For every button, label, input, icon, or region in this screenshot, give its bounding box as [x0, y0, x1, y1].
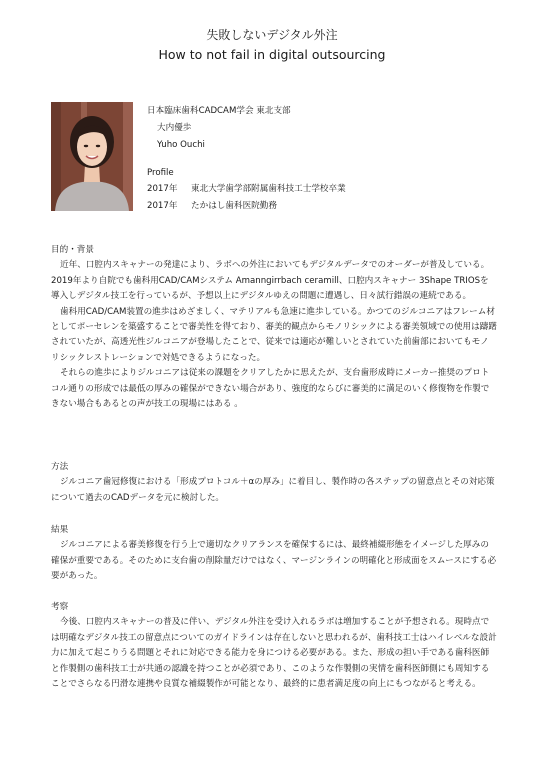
section-results	[51, 523, 497, 585]
paragraph: ジルコニアによる審美修復を行う上で適切なクリアランスを確保するには、最終補綴形態をイメージした厚みの確保が重要である。そのために支台歯の削除量だけではなく、マージンラインの明確化と形成面をスムースにする必要があった。	[51, 540, 497, 582]
author-name-en: Yuho Ouchi	[157, 140, 205, 150]
affiliation: 日本臨床歯科CADCAM学会 東北支部	[147, 106, 291, 116]
section-method	[51, 460, 497, 506]
paragraph: 歯科用CAD/CAM装置の進歩はめざましく、マテリアルも急速に進歩している。かつてのジルコニアはフレーム材としてポーセレンを築盛することで審美性を得ており、審美的観点からモノリシックによる審美領域での使用は躊躇されていたが、高透光性ジルコニアが登場したことで、従来では適応が難しいとされていた前歯部においてもモノリシックレストレーションで対処できるようになった。	[51, 306, 497, 363]
title-english: How to not fail in digital outsourcing	[158, 47, 386, 62]
paragraph: 今後、口腔内スキャナーの普及に伴い、デジタル外注を受け入れるラボは増加することが予想される。現時点では明確なデジタル技工の留意点についてのガイドラインは存在しないと思われるが、歯科技工士はハイレベルな設計力に加えて起こりうる問題とそれに対応できる能力を身につける必要がある。また、形成の担い手である歯科医師と作製側の歯科技工士が共通の認識を持つことが必須であり、このような作製側の実情を歯科医師側にも周知することでさらなる円滑な連携や良質な補綴製作が可能となり、最終的に患者満足度の向上にもつながると考える。	[51, 617, 497, 690]
history-year: 2017年	[147, 201, 178, 211]
history-year: 2017年	[147, 184, 178, 194]
section-discussion	[51, 600, 497, 692]
section-heading: 目的・背景	[51, 245, 94, 255]
section-heading: 方法	[51, 462, 69, 472]
paragraph: 近年、口腔内スキャナーの発達により、ラボへの外注においてもデジタルデータでのオーダーが普及している。2019年より自院でも歯科用CAD/CAMシステム Amanngirrbach ceramill、口腔内スキャナー 3Shape TRIOSを導入しデジタル技工を行っているが、予想以上にデジタルゆえの問題に遭遇し、日々試行錯誤の連続である。	[51, 260, 490, 302]
paragraph: それらの進歩によりジルコニアは従来の課題をクリアしたかに思えたが、支台歯形成時にメーカー推奨のプロトコル通りの形成では最低の厚みの確保ができない場合があり、強度的ならびに審美的に満足のいく修復物を作製できない場合もあるとの声が技工の現場にはある 。	[51, 368, 490, 410]
history-item	[147, 183, 346, 195]
author-name-ja: 大内優歩	[157, 123, 192, 133]
author-photo	[51, 102, 133, 211]
paragraph: ジルコニア歯冠修復における「形成プロトコル＋αの厚み」に着目し、製作時の各ステップの留意点とその対応策について過去のCADデータを元に検討した。	[51, 477, 495, 503]
profile-heading: Profile	[147, 168, 174, 178]
history-text: 東北大学歯学部附属歯科技工士学校卒業	[191, 184, 346, 194]
history-text: たかはし歯科医院勤務	[191, 201, 277, 211]
title-japanese: 失敗しないデジタル外注	[206, 28, 338, 42]
section-heading: 考察	[51, 602, 69, 612]
history-item	[147, 200, 277, 212]
section-heading: 結果	[51, 525, 69, 535]
section-purpose	[51, 243, 497, 412]
